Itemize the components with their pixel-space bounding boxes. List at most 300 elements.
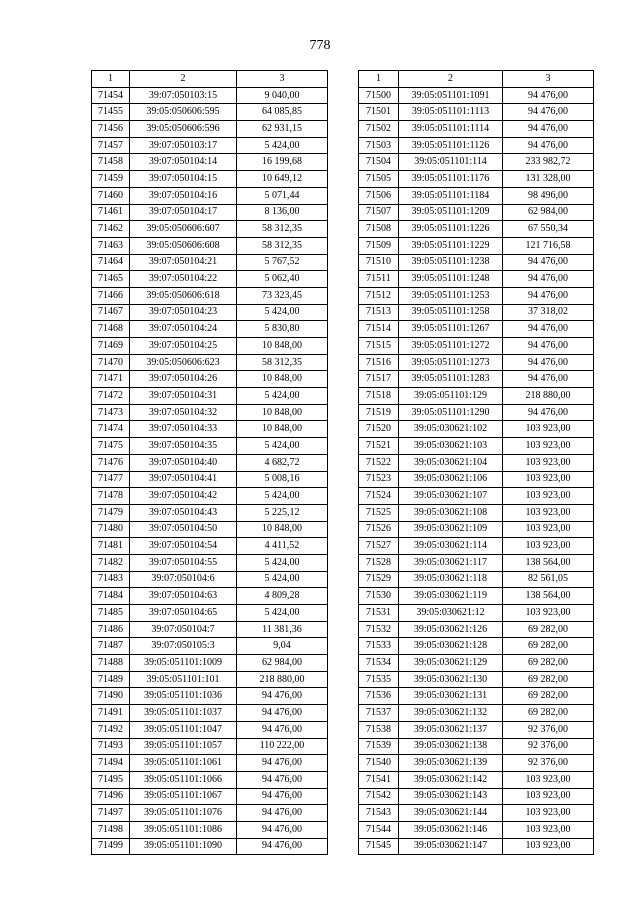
cadastral-number-cell: 39:07:050104:63 <box>130 588 237 605</box>
value-cell: 10 848,00 <box>237 421 328 438</box>
table-row <box>92 471 328 488</box>
cadastral-number-cell: 39:07:050104:22 <box>130 271 237 288</box>
column-header-3: 3 <box>503 71 594 88</box>
table-row <box>92 454 328 471</box>
row-number-cell: 71463 <box>92 237 130 254</box>
row-number-cell: 71495 <box>92 771 130 788</box>
table-row <box>359 671 594 688</box>
table-row <box>359 738 594 755</box>
table-row <box>359 187 594 204</box>
cadastral-number-cell: 39:05:051101:1176 <box>399 171 503 188</box>
row-number-cell: 71512 <box>359 287 399 304</box>
value-cell: 69 282,00 <box>503 671 594 688</box>
table-row <box>92 605 328 622</box>
row-number-cell: 71467 <box>92 304 130 321</box>
row-number-cell: 71470 <box>92 354 130 371</box>
cadastral-number-cell: 39:05:051101:1036 <box>130 688 237 705</box>
table-row <box>92 421 328 438</box>
table-row <box>359 204 594 221</box>
cadastral-number-cell: 39:07:050104:7 <box>130 621 237 638</box>
table-row <box>359 154 594 171</box>
row-number-cell: 71544 <box>359 821 399 838</box>
cadastral-number-cell: 39:05:030621:146 <box>399 821 503 838</box>
row-number-cell: 71528 <box>359 554 399 571</box>
value-cell: 103 923,00 <box>503 454 594 471</box>
cadastral-number-cell: 39:05:051101:1091 <box>399 87 503 104</box>
cadastral-number-cell: 39:07:050104:26 <box>130 371 237 388</box>
header-row <box>359 71 594 88</box>
right-table-body <box>359 87 594 855</box>
value-cell: 94 476,00 <box>237 705 328 722</box>
cadastral-number-cell: 39:07:050104:15 <box>130 171 237 188</box>
cadastral-number-cell: 39:05:051101:1009 <box>130 655 237 672</box>
row-number-cell: 71505 <box>359 171 399 188</box>
cadastral-number-cell: 39:05:030621:107 <box>399 488 503 505</box>
cadastral-number-cell: 39:05:051101:1037 <box>130 705 237 722</box>
value-cell: 62 931,15 <box>237 121 328 138</box>
table-row <box>359 404 594 421</box>
cadastral-number-cell: 39:05:030621:104 <box>399 454 503 471</box>
row-number-cell: 71530 <box>359 588 399 605</box>
row-number-cell: 71485 <box>92 605 130 622</box>
table-row <box>359 171 594 188</box>
row-number-cell: 71489 <box>92 671 130 688</box>
table-row <box>359 271 594 288</box>
value-cell: 110 222,00 <box>237 738 328 755</box>
value-cell: 5 225,12 <box>237 504 328 521</box>
cadastral-number-cell: 39:05:030621:119 <box>399 588 503 605</box>
table-row <box>359 237 594 254</box>
page-number: 778 <box>309 38 331 53</box>
cadastral-number-cell: 39:05:051101:1253 <box>399 287 503 304</box>
table-row <box>92 388 328 405</box>
cadastral-number-cell: 39:05:051101:1066 <box>130 771 237 788</box>
value-cell: 9 040,00 <box>237 87 328 104</box>
value-cell: 94 476,00 <box>237 788 328 805</box>
table-row <box>92 438 328 455</box>
table-row <box>359 504 594 521</box>
value-cell: 94 476,00 <box>503 254 594 271</box>
table-row <box>92 688 328 705</box>
cadastral-number-cell: 39:07:050103:15 <box>130 87 237 104</box>
cadastral-number-cell: 39:05:030621:129 <box>399 655 503 672</box>
table-row <box>359 388 594 405</box>
row-number-cell: 71533 <box>359 638 399 655</box>
row-number-cell: 71519 <box>359 404 399 421</box>
value-cell: 94 476,00 <box>237 688 328 705</box>
cadastral-number-cell: 39:05:030621:108 <box>399 504 503 521</box>
cadastral-number-cell: 39:05:051101:1273 <box>399 354 503 371</box>
cadastral-number-cell: 39:05:051101:1258 <box>399 304 503 321</box>
cadastral-number-cell: 39:05:030621:12 <box>399 605 503 622</box>
cadastral-number-cell: 39:05:030621:103 <box>399 438 503 455</box>
cadastral-number-cell: 39:07:050104:6 <box>130 571 237 588</box>
row-number-cell: 71539 <box>359 738 399 755</box>
cadastral-number-cell: 39:05:051101:1061 <box>130 755 237 772</box>
cadastral-number-cell: 39:07:050104:32 <box>130 404 237 421</box>
table-row <box>359 705 594 722</box>
cadastral-number-cell: 39:05:051101:1126 <box>399 137 503 154</box>
value-cell: 4 682,72 <box>237 454 328 471</box>
table-row <box>92 354 328 371</box>
cadastral-number-cell: 39:07:050104:42 <box>130 488 237 505</box>
table-row <box>359 471 594 488</box>
table-row <box>92 271 328 288</box>
value-cell: 9,04 <box>237 638 328 655</box>
cadastral-number-cell: 39:07:050104:16 <box>130 187 237 204</box>
row-number-cell: 71529 <box>359 571 399 588</box>
table-row <box>359 87 594 104</box>
value-cell: 10 848,00 <box>237 371 328 388</box>
row-number-cell: 71466 <box>92 287 130 304</box>
left-table <box>91 70 328 855</box>
cadastral-number-cell: 39:05:051101:1090 <box>130 838 237 855</box>
value-cell: 67 550,34 <box>503 221 594 238</box>
table-row <box>92 221 328 238</box>
row-number-cell: 71486 <box>92 621 130 638</box>
cadastral-number-cell: 39:05:050606:595 <box>130 104 237 121</box>
header-row <box>92 71 328 88</box>
row-number-cell: 71507 <box>359 204 399 221</box>
row-number-cell: 71522 <box>359 454 399 471</box>
cadastral-number-cell: 39:05:051101:1290 <box>399 404 503 421</box>
cadastral-number-cell: 39:07:050104:21 <box>130 254 237 271</box>
value-cell: 103 923,00 <box>503 488 594 505</box>
table-row <box>359 488 594 505</box>
cadastral-number-cell: 39:07:050104:35 <box>130 438 237 455</box>
cadastral-number-cell: 39:05:030621:147 <box>399 838 503 855</box>
table-row <box>92 287 328 304</box>
cadastral-number-cell: 39:05:051101:1248 <box>399 271 503 288</box>
cadastral-number-cell: 39:05:051101:101 <box>130 671 237 688</box>
value-cell: 103 923,00 <box>503 471 594 488</box>
row-number-cell: 71454 <box>92 87 130 104</box>
cadastral-number-cell: 39:07:050104:55 <box>130 554 237 571</box>
table-row <box>92 187 328 204</box>
row-number-cell: 71513 <box>359 304 399 321</box>
value-cell: 94 476,00 <box>503 121 594 138</box>
value-cell: 94 476,00 <box>503 371 594 388</box>
cadastral-number-cell: 39:05:050606:623 <box>130 354 237 371</box>
table-row <box>92 805 328 822</box>
value-cell: 92 376,00 <box>503 721 594 738</box>
row-number-cell: 71487 <box>92 638 130 655</box>
cadastral-number-cell: 39:05:051101:1229 <box>399 237 503 254</box>
value-cell: 64 085,85 <box>237 104 328 121</box>
table-row <box>359 304 594 321</box>
row-number-cell: 71511 <box>359 271 399 288</box>
value-cell: 4 411,52 <box>237 538 328 555</box>
value-cell: 94 476,00 <box>503 354 594 371</box>
table-row <box>359 571 594 588</box>
table-row <box>359 121 594 138</box>
table-row <box>359 721 594 738</box>
cadastral-number-cell: 39:07:050103:17 <box>130 137 237 154</box>
value-cell: 5 424,00 <box>237 554 328 571</box>
value-cell: 5 767,52 <box>237 254 328 271</box>
table-row <box>92 321 328 338</box>
value-cell: 69 282,00 <box>503 655 594 672</box>
row-number-cell: 71460 <box>92 187 130 204</box>
table-row <box>359 805 594 822</box>
table-row <box>92 771 328 788</box>
row-number-cell: 71531 <box>359 605 399 622</box>
table-row <box>92 755 328 772</box>
table-row <box>359 354 594 371</box>
row-number-cell: 71472 <box>92 388 130 405</box>
row-number-cell: 71516 <box>359 354 399 371</box>
row-number-cell: 71503 <box>359 137 399 154</box>
cadastral-number-cell: 39:05:051101:1057 <box>130 738 237 755</box>
table-row <box>359 821 594 838</box>
row-number-cell: 71458 <box>92 154 130 171</box>
value-cell: 69 282,00 <box>503 705 594 722</box>
cadastral-number-cell: 39:07:050104:40 <box>130 454 237 471</box>
row-number-cell: 71499 <box>92 838 130 855</box>
value-cell: 62 984,00 <box>503 204 594 221</box>
row-number-cell: 71483 <box>92 571 130 588</box>
value-cell: 10 649,12 <box>237 171 328 188</box>
table-row <box>359 421 594 438</box>
value-cell: 121 716,58 <box>503 237 594 254</box>
table-row <box>92 671 328 688</box>
table-row <box>92 788 328 805</box>
cadastral-number-cell: 39:05:030621:142 <box>399 771 503 788</box>
row-number-cell: 71506 <box>359 187 399 204</box>
table-row <box>92 87 328 104</box>
value-cell: 82 561,05 <box>503 571 594 588</box>
table-row <box>92 705 328 722</box>
table-row <box>359 588 594 605</box>
cadastral-number-cell: 39:07:050104:23 <box>130 304 237 321</box>
cadastral-number-cell: 39:05:051101:1113 <box>399 104 503 121</box>
cadastral-number-cell: 39:05:030621:106 <box>399 471 503 488</box>
value-cell: 5 424,00 <box>237 388 328 405</box>
table-row <box>359 838 594 855</box>
row-number-cell: 71515 <box>359 338 399 355</box>
row-number-cell: 71504 <box>359 154 399 171</box>
table-row <box>359 554 594 571</box>
value-cell: 92 376,00 <box>503 738 594 755</box>
value-cell: 5 424,00 <box>237 488 328 505</box>
cadastral-number-cell: 39:07:050104:50 <box>130 521 237 538</box>
value-cell: 233 982,72 <box>503 154 594 171</box>
row-number-cell: 71490 <box>92 688 130 705</box>
value-cell: 69 282,00 <box>503 621 594 638</box>
cadastral-number-cell: 39:05:030621:137 <box>399 721 503 738</box>
table-row <box>92 121 328 138</box>
row-number-cell: 71532 <box>359 621 399 638</box>
cadastral-number-cell: 39:05:050606:608 <box>130 237 237 254</box>
row-number-cell: 71537 <box>359 705 399 722</box>
row-number-cell: 71525 <box>359 504 399 521</box>
cadastral-number-cell: 39:05:030621:102 <box>399 421 503 438</box>
table-row <box>359 621 594 638</box>
cadastral-number-cell: 39:05:051101:1238 <box>399 254 503 271</box>
table-row <box>92 504 328 521</box>
row-number-cell: 71521 <box>359 438 399 455</box>
row-number-cell: 71465 <box>92 271 130 288</box>
cadastral-number-cell: 39:07:050104:25 <box>130 338 237 355</box>
value-cell: 103 923,00 <box>503 788 594 805</box>
value-cell: 5 424,00 <box>237 438 328 455</box>
cadastral-number-cell: 39:05:030621:143 <box>399 788 503 805</box>
row-number-cell: 71456 <box>92 121 130 138</box>
cadastral-number-cell: 39:05:051101:1086 <box>130 821 237 838</box>
value-cell: 69 282,00 <box>503 688 594 705</box>
row-number-cell: 71493 <box>92 738 130 755</box>
table-row <box>359 788 594 805</box>
row-number-cell: 71488 <box>92 655 130 672</box>
value-cell: 5 424,00 <box>237 571 328 588</box>
row-number-cell: 71536 <box>359 688 399 705</box>
cadastral-number-cell: 39:05:030621:139 <box>399 755 503 772</box>
row-number-cell: 71538 <box>359 721 399 738</box>
row-number-cell: 71478 <box>92 488 130 505</box>
value-cell: 94 476,00 <box>237 721 328 738</box>
value-cell: 103 923,00 <box>503 438 594 455</box>
cadastral-number-cell: 39:05:051101:1067 <box>130 788 237 805</box>
table-row <box>359 755 594 772</box>
right-table <box>358 70 594 855</box>
cadastral-number-cell: 39:05:030621:126 <box>399 621 503 638</box>
value-cell: 94 476,00 <box>503 404 594 421</box>
value-cell: 94 476,00 <box>503 87 594 104</box>
value-cell: 58 312,35 <box>237 221 328 238</box>
value-cell: 5 424,00 <box>237 605 328 622</box>
cadastral-number-cell: 39:05:051101:1267 <box>399 321 503 338</box>
row-number-cell: 71468 <box>92 321 130 338</box>
cadastral-number-cell: 39:07:050104:17 <box>130 204 237 221</box>
value-cell: 69 282,00 <box>503 638 594 655</box>
table-row <box>92 154 328 171</box>
cadastral-number-cell: 39:05:051101:1209 <box>399 204 503 221</box>
row-number-cell: 71517 <box>359 371 399 388</box>
table-row <box>92 137 328 154</box>
cadastral-number-cell: 39:05:051101:1076 <box>130 805 237 822</box>
cadastral-number-cell: 39:05:050606:596 <box>130 121 237 138</box>
column-header-2: 2 <box>130 71 237 88</box>
table-row <box>359 438 594 455</box>
value-cell: 5 008,16 <box>237 471 328 488</box>
value-cell: 103 923,00 <box>503 838 594 855</box>
table-row <box>359 771 594 788</box>
row-number-cell: 71541 <box>359 771 399 788</box>
cadastral-number-cell: 39:07:050104:54 <box>130 538 237 555</box>
row-number-cell: 71491 <box>92 705 130 722</box>
row-number-cell: 71498 <box>92 821 130 838</box>
column-header-2: 2 <box>399 71 503 88</box>
table-row <box>359 104 594 121</box>
table-row <box>92 304 328 321</box>
row-number-cell: 71461 <box>92 204 130 221</box>
table-row <box>92 171 328 188</box>
row-number-cell: 71457 <box>92 137 130 154</box>
table-row <box>92 338 328 355</box>
table-row <box>92 838 328 855</box>
value-cell: 10 848,00 <box>237 338 328 355</box>
cadastral-number-cell: 39:07:050104:24 <box>130 321 237 338</box>
cadastral-number-cell: 39:05:030621:138 <box>399 738 503 755</box>
table-row <box>92 204 328 221</box>
value-cell: 10 848,00 <box>237 521 328 538</box>
row-number-cell: 71524 <box>359 488 399 505</box>
table-row <box>92 621 328 638</box>
value-cell: 94 476,00 <box>503 287 594 304</box>
row-number-cell: 71501 <box>359 104 399 121</box>
row-number-cell: 71540 <box>359 755 399 772</box>
cadastral-number-cell: 39:05:051101:114 <box>399 154 503 171</box>
value-cell: 5 830,80 <box>237 321 328 338</box>
value-cell: 94 476,00 <box>237 821 328 838</box>
cadastral-number-cell: 39:07:050105:3 <box>130 638 237 655</box>
value-cell: 103 923,00 <box>503 805 594 822</box>
row-number-cell: 71509 <box>359 237 399 254</box>
row-number-cell: 71514 <box>359 321 399 338</box>
row-number-cell: 71500 <box>359 87 399 104</box>
value-cell: 98 496,00 <box>503 187 594 204</box>
table-row <box>92 738 328 755</box>
row-number-cell: 71518 <box>359 388 399 405</box>
cadastral-number-cell: 39:05:030621:118 <box>399 571 503 588</box>
row-number-cell: 71527 <box>359 538 399 555</box>
value-cell: 92 376,00 <box>503 755 594 772</box>
cadastral-number-cell: 39:05:030621:117 <box>399 554 503 571</box>
value-cell: 5 071,44 <box>237 187 328 204</box>
table-row <box>92 821 328 838</box>
table-row <box>359 371 594 388</box>
cadastral-number-cell: 39:05:051101:1114 <box>399 121 503 138</box>
row-number-cell: 71477 <box>92 471 130 488</box>
value-cell: 10 848,00 <box>237 404 328 421</box>
value-cell: 94 476,00 <box>503 321 594 338</box>
value-cell: 103 923,00 <box>503 521 594 538</box>
table-row <box>359 287 594 304</box>
table-row <box>92 237 328 254</box>
value-cell: 94 476,00 <box>237 771 328 788</box>
row-number-cell: 71481 <box>92 538 130 555</box>
table-row <box>92 721 328 738</box>
cadastral-number-cell: 39:05:051101:1047 <box>130 721 237 738</box>
value-cell: 103 923,00 <box>503 821 594 838</box>
row-number-cell: 71471 <box>92 371 130 388</box>
table-row <box>359 254 594 271</box>
cadastral-number-cell: 39:05:030621:131 <box>399 688 503 705</box>
cadastral-number-cell: 39:05:051101:1283 <box>399 371 503 388</box>
row-number-cell: 71510 <box>359 254 399 271</box>
cadastral-number-cell: 39:05:050606:607 <box>130 221 237 238</box>
cadastral-number-cell: 39:05:051101:129 <box>399 388 503 405</box>
cadastral-number-cell: 39:05:030621:128 <box>399 638 503 655</box>
row-number-cell: 71474 <box>92 421 130 438</box>
cadastral-number-cell: 39:07:050104:65 <box>130 605 237 622</box>
cadastral-number-cell: 39:05:030621:132 <box>399 705 503 722</box>
table-row <box>92 554 328 571</box>
table-row <box>92 488 328 505</box>
value-cell: 131 328,00 <box>503 171 594 188</box>
row-number-cell: 71480 <box>92 521 130 538</box>
cadastral-number-cell: 39:07:050104:43 <box>130 504 237 521</box>
table-row <box>92 371 328 388</box>
value-cell: 62 984,00 <box>237 655 328 672</box>
value-cell: 94 476,00 <box>503 137 594 154</box>
row-number-cell: 71473 <box>92 404 130 421</box>
cadastral-number-cell: 39:07:050104:41 <box>130 471 237 488</box>
row-number-cell: 71459 <box>92 171 130 188</box>
value-cell: 138 564,00 <box>503 554 594 571</box>
column-header-1: 1 <box>359 71 399 88</box>
cadastral-number-cell: 39:07:050104:31 <box>130 388 237 405</box>
